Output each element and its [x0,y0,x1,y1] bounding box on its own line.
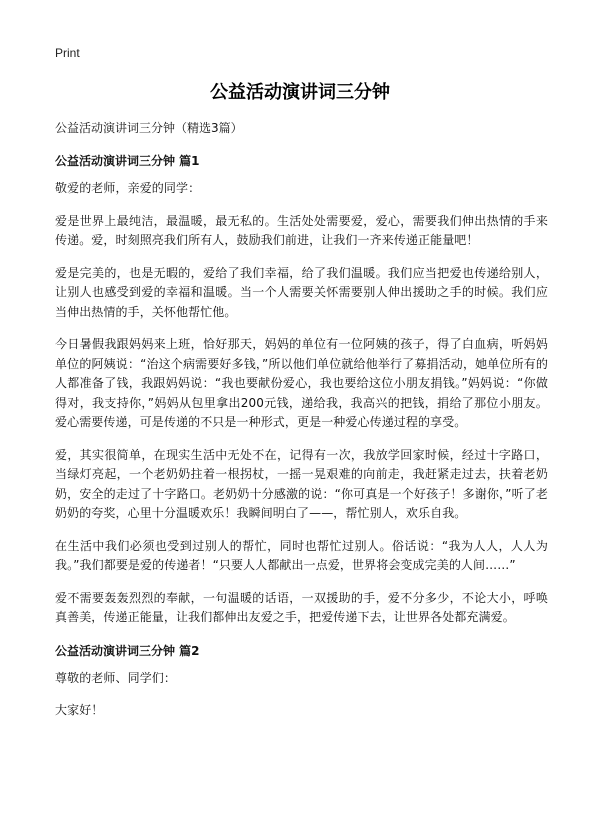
section-heading: 公益活动演讲词三分钟 篇2 [55,643,200,658]
paragraph: 爱是世界上最纯洁，最温暖，最无私的。生活处处需要爱，爱心，需要我们伸出热情的手来传递。爱，时刻照亮我们所有人，鼓励我们前进，让我们一齐来传递正能量吧！ [55,213,548,247]
paragraph: 在生活中我们必须也受到过别人的帮忙，同时也帮忙过别人。俗话说：“我为人人，人人为我。”我们都要是爱的传递者！“只要人人都献出一点爱，世界将会变成完美的人间……” [55,538,548,572]
page-title: 公益活动演讲词三分钟 [210,82,390,103]
paragraph: 敬爱的老师，亲爱的同学： [55,181,201,195]
paragraph: 今日暑假我跟妈妈来上班，恰好那天，妈妈的单位有一位阿姨的孩子，得了白血病，听妈妈单位的阿姨说：“治这个病需要好多钱，”所以他们单位就给他举行了募捐活动，她单位所有的人都准备了钱，我跟妈妈说：“我也要献份爱心，我也要给这位小朋友捐钱。”妈妈说：“你做得对，我支持你，”妈妈从包里拿出200元钱，递给我，我高兴的把钱，捐给了那位小朋友。爱心需要传递，可是传递的不只是一种形式，更是一种爱心传递过程的享受。 [55,337,548,429]
print-link[interactable]: Print [55,46,80,60]
document-body [55,118,548,734]
paragraph: 爱是完美的，也是无暇的，爱给了我们幸福，给了我们温暖。我们应当把爱也传递给别人，让别人也感受到爱的幸福和温暖。当一个人需要关怀需要别人伸出援助之手的时候。我们应当伸出热情的手，关怀他帮忙他。 [55,265,548,319]
paragraph: 大家好！ [55,703,104,717]
paragraph: 爱不需要轰轰烈烈的奉献，一句温暖的话语，一双援助的手，爱不分多少，不论大小，呼唤真善美，传递正能量，让我们都伸出友爱之手，把爱传递下去，让世界各处都充满爱。 [55,590,548,624]
paragraph: 尊敬的老师、同学们： [55,670,177,685]
document-subtitle: 公益活动演讲词三分钟（精选3篇） [55,121,243,135]
section-heading: 公益活动演讲词三分钟 篇1 [55,154,200,168]
paragraph: 爱，其实很简单，在现实生活中无处不在，记得有一次，我放学回家时候，经过十字路口，当绿灯亮起，一个老奶奶拄着一根拐杖，一摇一晃艰难的向前走，我赶紧走过去，扶着老奶奶，安全的走过了十字路口。老奶奶十分感激的说：“你可真是一个好孩子！多谢你，”听了老奶奶的夸奖，心里十分温暖欢乐！我瞬间明白了——，帮忙别人，欢乐自我。 [55,447,548,520]
